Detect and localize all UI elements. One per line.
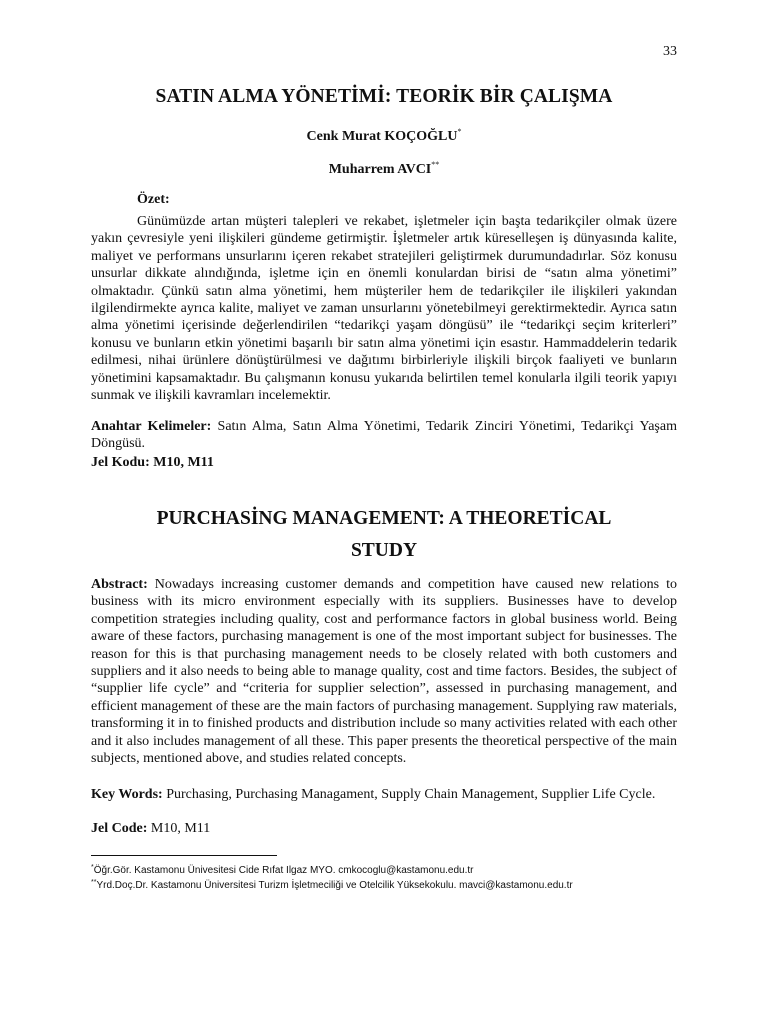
author-2 — [0, 160, 768, 178]
abstract-english-text: Nowadays increasing customer demands and competition have caused new relations to business with its micro environment especially with its suppliers. Businesses have to develop competition strategies including quality, cost and performance factors in global business world. Being aware of these factors, purchasing management is one of the most important subject for businesses. The reason for this is that purchasing management needs to be closely related with both customers and suppliers and it also needs to being able to manage quality, cost and time factors. Besides, the subject of “supplier life cycle” and “criteria for supplier selection”, assessed in purchasing management, and efficient management of these are the main factors of purchasing management. Supplying raw materials, transforming it in to finished products and distribution include so many activities related with each other and it also includes management of all these. This paper presents the theoretical perspective of the main subjects, mentioned above, and studies related concepts. — [91, 577, 677, 767]
footnote-2 — [91, 879, 573, 891]
footnote-2-mark: ** — [91, 879, 97, 886]
keywords-english — [91, 786, 677, 803]
paper-title-english-line-2: STUDY — [350, 540, 418, 561]
paper-title-english — [91, 503, 677, 567]
keywords-turkish — [91, 418, 677, 453]
author-1-name: Cenk Murat KOÇOĞLU — [306, 129, 458, 144]
footnote-1-mark: * — [91, 864, 94, 871]
abstract-english-label: Abstract: — [91, 577, 148, 592]
keywords-english-label: Key Words: — [91, 787, 163, 802]
footnote-1 — [91, 864, 474, 876]
keywords-turkish-label: Anahtar Kelimeler: — [91, 419, 212, 434]
footnote-2-text: Yrd.Doç.Dr. Kastamonu Üniversitesi Turizm İşletmeciliği ve Otelcilik Yüksekokulu. mavci@kastamonu.edu.tr — [96, 880, 573, 891]
footnote-1-text: Öğr.Gör. Kastamonu Ünivesitesi Cide Rıfat Ilgaz MYO. cmkocoglu@kastamonu.edu.tr — [93, 865, 474, 876]
jel-code-turkish: Jel Kodu: M10, M11 — [91, 455, 214, 470]
jel-code-english — [91, 821, 210, 837]
keywords-turkish-text: Satın Alma, Satın Alma Yönetimi, Tedarik Zinciri Yönetimi, Tedarikçi Yaşam Döngüsü. — [91, 419, 677, 452]
jel-code-english-label: Jel Code: — [91, 821, 148, 836]
paper-title-turkish: SATIN ALMA YÖNETİMİ: TEORİK BİR ÇALIŞMA — [155, 86, 613, 107]
abstract-turkish: Günümüzde artan müşteri talepleri ve rekabet, işletmeler için başta tedarikçiler olmak üzere yakın çevresiyle yeni ilişkileri gündeme getirmiştir. İşletmeler artık küreselleşen iş dünyasında kalite, maliyet ve performans unsurlarını içeren rekabet stratejileri geliştirmek durumundadırlar. Söz konusu unsurlar dikkate alındığında, işletme için en önemli konulardan birisi de “satın alma yönetimi” olmaktadır. Çünkü satın alma yönetimi, hem müşteriler hem de tedarikçiler ile ilişkileri yakından ilgilendirmekte ayrıca kalite, maliyet ve zaman unsurlarını yönetebilmeyi gerektirmektedir. Ayrıca satın alma yönetimi içerisinde değerlendirilen “tedarikçi yaşam döngüsü” ile “tedarikçi seçim kriterleri” konusu ve bunların etkin yönetimi başarılı bir satın alma yönetimi için esastır. Hammaddelerin tedarik edilmesi, nihai ürünlere dönüştürülmesi ve dağıtımı birbirleriyle ilişkili birçok faaliyeti ve bunların yönetimini kapsamaktadır. Bu çalışmanın konusu yukarıda belirtilen temel konularla ilgili teorik yapıyı sunmak ve ilişkili kavramları incelemektir. — [91, 214, 677, 404]
footnote-divider — [91, 855, 277, 856]
ozet-heading: Özet: — [137, 192, 170, 207]
page-number: 33 — [663, 44, 677, 59]
abstract-english — [91, 576, 677, 767]
author-1 — [0, 127, 768, 145]
author-2-footnote-mark[interactable]: ** — [431, 160, 440, 169]
jel-code-english-text: M10, M11 — [147, 821, 211, 836]
paper-title-english-line-1: PURCHASİNG MANAGEMENT: A THEORETİCAL — [156, 508, 612, 529]
author-2-name: Muharrem AVCI — [328, 162, 432, 177]
keywords-english-text: Purchasing, Purchasing Managament, Supply Chain Management, Supplier Life Cycle. — [162, 787, 656, 802]
author-1-footnote-mark[interactable]: * — [457, 127, 462, 136]
